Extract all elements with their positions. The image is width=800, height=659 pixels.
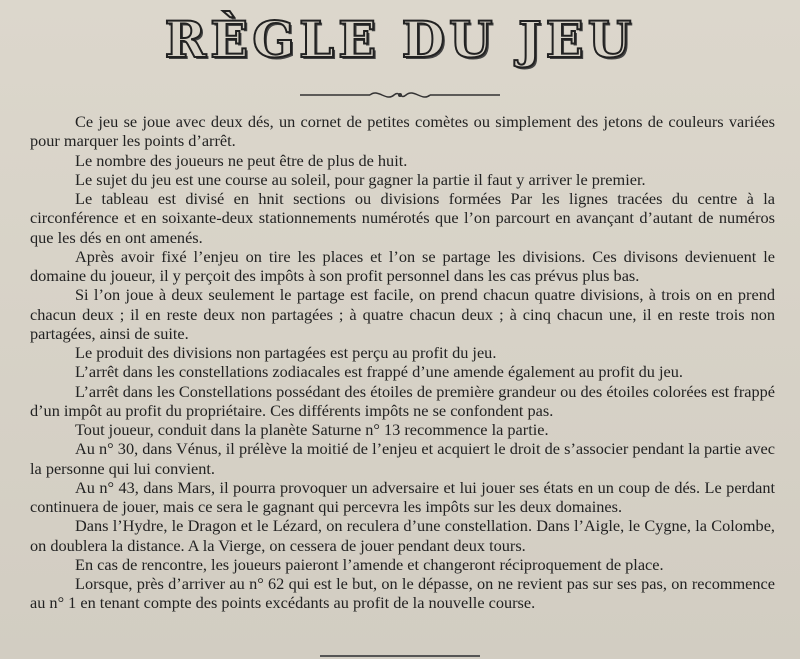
paragraph: Ce jeu se joue avec deux dés, un cornet de petites comètes ou simplement des jetons de couleurs variées pour marquer les points d’arrêt.	[30, 112, 775, 151]
paragraph: L’arrêt dans les constellations zodiacales est frappé d’une amende également au profit du jeu.	[75, 362, 683, 382]
paragraph: Tout joueur, conduit dans la planète Saturne n° 13 recommence la partie.	[75, 420, 549, 439]
page-title: RÈGLE DU JEU	[164, 10, 636, 69]
paragraph: Le sujet du jeu est une course au soleil, pour gagner la partie il faut y arriver le premier.	[75, 169, 646, 189]
rules-text	[30, 112, 775, 613]
paragraph: Le tableau est divisé en hnit sections ou divisions formées Par les lignes tracées du centre à la circonférence et en soixante-deux stationnements numérotés que l’on parcourt en avançant d’autant de numéros que les dés en ont amenés.	[30, 189, 775, 247]
paragraph: En cas de rencontre, les joueurs paieront l’amende et changeront réciproquement de place.	[75, 554, 664, 574]
paragraph: Au n° 30, dans Vénus, il prélève la moitié de l’enjeu et acquiert le droit de s’associer pendant la partie avec la personne qui lui convient.	[30, 439, 775, 478]
paragraph: Lorsque, près d’arriver au n° 62 qui est le but, on le dépasse, on ne revient pas sur ses pas, on recommence au n° 1 en tenant compte des points excédants au profit de la nouvelle course.	[30, 574, 775, 613]
paragraph: Si l’on joue à deux seulement le partage est facile, on prend chacun quatre divisions, à trois on en prend chacun deux ; il en reste deux non partagées ; à quatre chacun deux ; à cinq chacun une, il en reste trois non partagées, ainsi de suite.	[30, 285, 775, 343]
bottom-rule	[320, 655, 480, 657]
paragraph: Dans l’Hydre, le Dragon et le Lézard, on reculera d’une constellation. Dans l’Aigle, le Cygne, la Colombe, on doublera la distance. A la Vierge, on cessera de jouer pendant deux tours.	[30, 516, 775, 555]
paragraph: Le produit des divisions non partagées est perçu au profit du jeu.	[75, 343, 497, 362]
paragraph: Au n° 43, dans Mars, il pourra provoquer un adversaire et lui jouer ses états en un coup de dés. Le perdant continuera de jouer, mais ce sera le gagnant qui percevra les impôts sur les deux domaines.	[30, 477, 775, 516]
paragraph: Le nombre des joueurs ne peut être de plus de huit.	[75, 150, 408, 170]
ornament-divider	[300, 88, 500, 102]
paragraph: Après avoir fixé l’enjeu on tire les places et l’on se partage les divisions. Ces divisons devienuent le domaine du joueur, il y perçoit des impôts à son profit personnel dans les cas prévus plus bas.	[30, 246, 775, 285]
paragraph: L’arrêt dans les Constellations possédant des étoiles de première grandeur ou des étoiles colorées est frappé d’un impôt au profit du propriétaire. Ces différents impôts ne se confondent pas.	[30, 381, 775, 420]
